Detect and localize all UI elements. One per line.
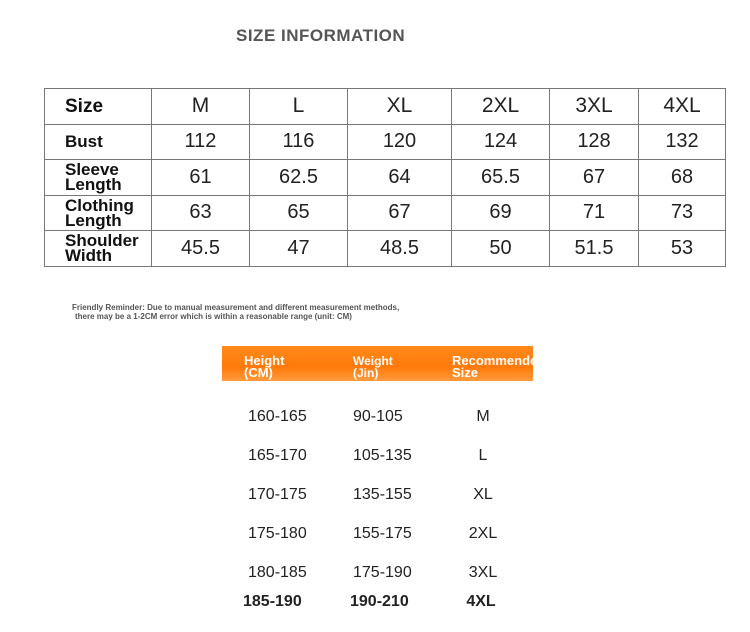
measure-cell: 112: [152, 124, 250, 160]
size-header-cell: M: [152, 89, 250, 125]
measure-cell: 128: [550, 124, 639, 160]
measure-cell: 62.5: [250, 160, 348, 196]
measure-cell: 51.5: [550, 231, 639, 267]
weight-range: 135-155: [353, 486, 412, 503]
measure-cell: 120: [348, 124, 452, 160]
measure-cell: 124: [452, 124, 550, 160]
height-range: 185-190: [243, 593, 302, 610]
recommended-size: 4XL: [466, 593, 496, 610]
measure-cell: 64: [348, 160, 452, 196]
recommended-size: 3XL: [468, 564, 498, 581]
measure-row-sleeve: [45, 160, 726, 196]
measure-cell: 68: [639, 160, 726, 196]
measure-cell: 116: [250, 124, 348, 160]
reminder-line: there may be a 1-2CM error which is within a reasonable range (unit: CM): [75, 312, 352, 321]
measure-label: Shoulder Width: [45, 231, 152, 267]
height-range: 180-185: [248, 564, 307, 581]
page-title: SIZE INFORMATION: [236, 26, 406, 45]
measure-label: Clothing Length: [45, 195, 152, 231]
size-table: [44, 88, 726, 267]
recommend-row: [0, 447, 750, 467]
size-header-cell: 2XL: [452, 89, 550, 125]
measure-cell: 69: [452, 195, 550, 231]
recommend-row: [0, 525, 750, 545]
size-header-cell: L: [250, 89, 348, 125]
weight-range: 190-210: [350, 593, 409, 610]
height-range: 170-175: [248, 486, 307, 503]
measure-cell: 65.5: [452, 160, 550, 196]
size-header-cell: 4XL: [639, 89, 726, 125]
measure-row-shoulder: [45, 231, 726, 267]
recommended-size: L: [478, 447, 488, 464]
size-header-cell: XL: [348, 89, 452, 125]
weight-range: 105-135: [353, 447, 412, 464]
measure-label: Bust: [45, 124, 152, 160]
measure-cell: 63: [152, 195, 250, 231]
recommend-row: [0, 408, 750, 428]
recommended-size: M: [476, 408, 490, 425]
weight-range: 90-105: [353, 408, 403, 425]
size-header-cell: 3XL: [550, 89, 639, 125]
header-recommended-size: Recommended Size: [452, 353, 546, 380]
height-range: 165-170: [248, 447, 307, 464]
measure-cell: 65: [250, 195, 348, 231]
friendly-reminder: [72, 303, 399, 321]
measure-cell: 53: [639, 231, 726, 267]
measure-label: Sleeve Length: [45, 160, 152, 196]
measure-cell: 48.5: [348, 231, 452, 267]
measure-row-clothing-length: [45, 195, 726, 231]
measure-cell: 67: [348, 195, 452, 231]
recommend-row: [0, 593, 750, 613]
height-range: 175-180: [248, 525, 307, 542]
weight-range: 175-190: [353, 564, 412, 581]
size-header-label: Size: [45, 89, 152, 125]
weight-range: 155-175: [353, 525, 412, 542]
measure-cell: 45.5: [152, 231, 250, 267]
recommended-size: XL: [473, 486, 493, 503]
measure-cell: 61: [152, 160, 250, 196]
measure-cell: 73: [639, 195, 726, 231]
header-weight: Weight (Jin): [353, 354, 393, 380]
recommend-row: [0, 564, 750, 584]
measure-cell: 67: [550, 160, 639, 196]
height-range: 160-165: [248, 408, 307, 425]
measure-cell: 132: [639, 124, 726, 160]
measure-cell: 50: [452, 231, 550, 267]
measure-cell: 71: [550, 195, 639, 231]
reminder-line: Friendly Reminder: Due to manual measurement and different measurement methods,: [72, 303, 400, 312]
header-height: Height (CM): [244, 353, 285, 380]
size-header-row: [45, 89, 726, 125]
measure-cell: 47: [250, 231, 348, 267]
recommend-row: [0, 486, 750, 506]
recommended-size: 2XL: [468, 525, 498, 542]
measure-row-bust: [45, 124, 726, 160]
